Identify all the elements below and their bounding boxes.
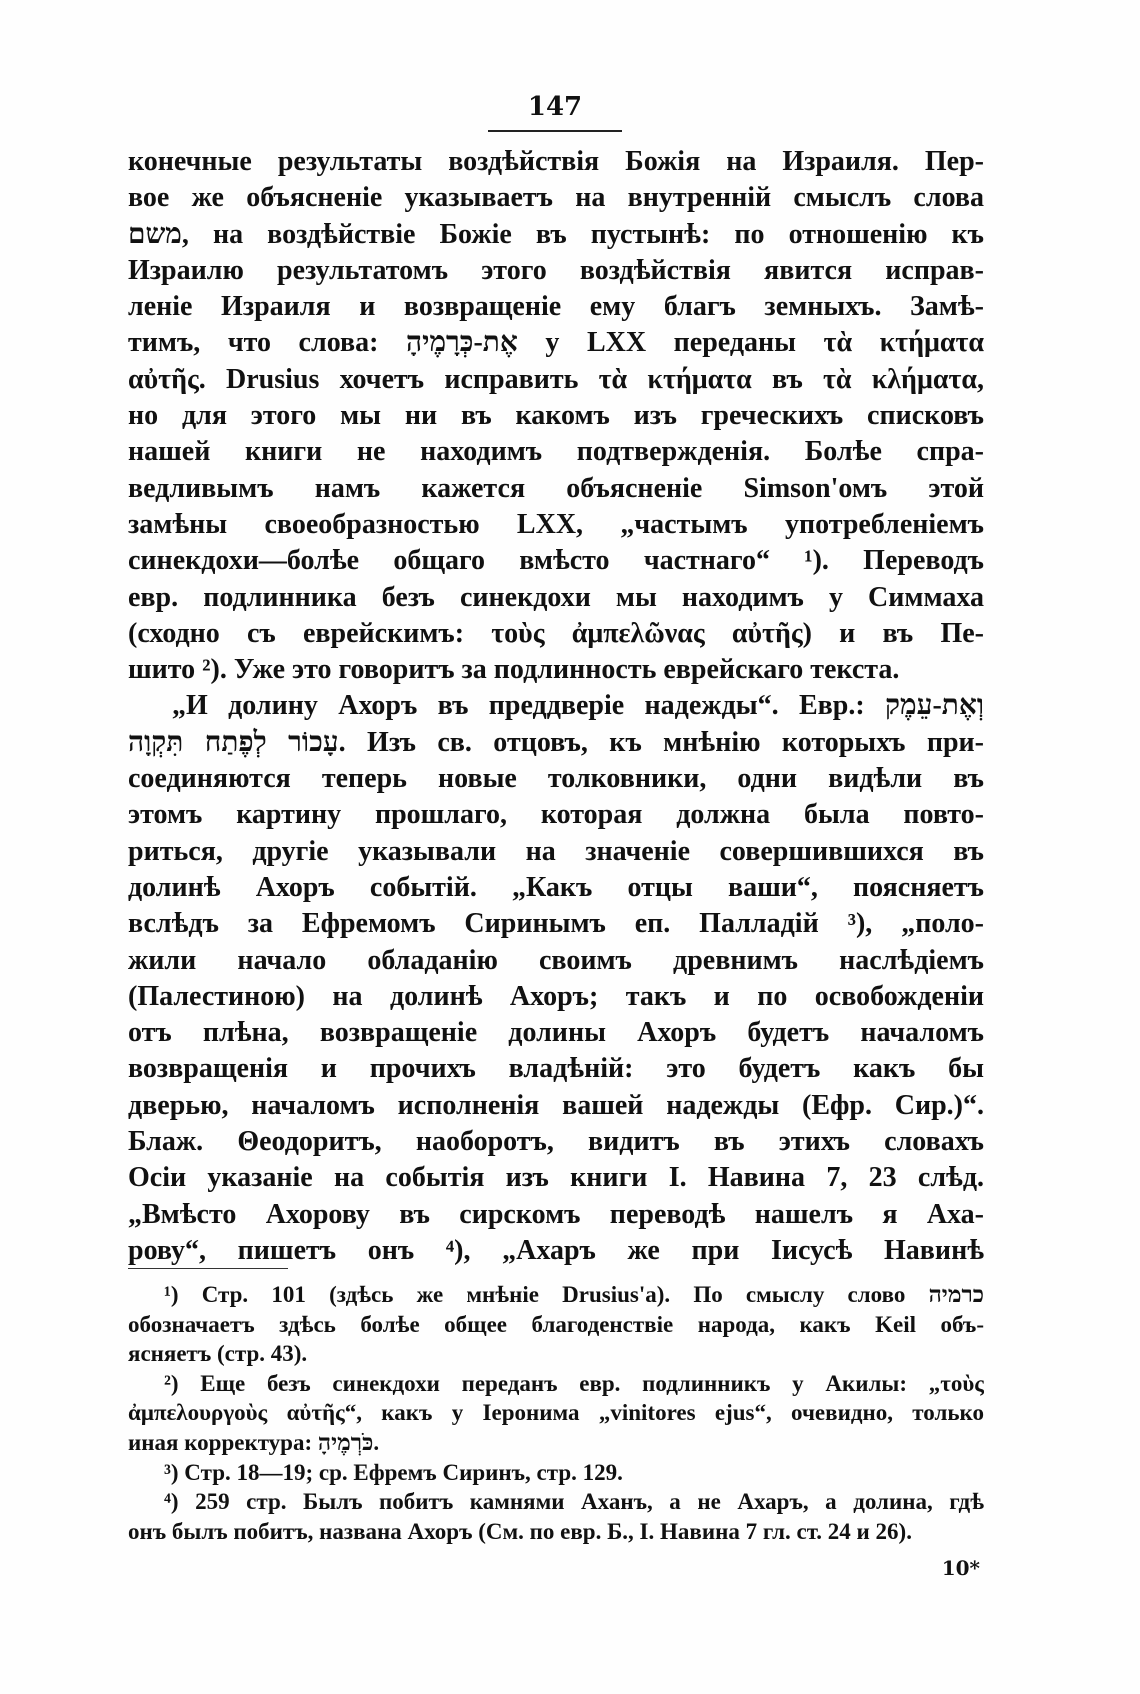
body-line: (Палестиною) на долинѣ Ахоръ; такъ и по освобожденіи	[128, 980, 984, 1012]
body-line: Блаж. Θеодоритъ, наоборотъ, видитъ въ этихъ словахъ	[128, 1126, 984, 1158]
footnote-line: ἀμπελουργοὺς αὐτῆς“, какъ у Іеронима „vinitores ejus“, очевидно, только	[128, 1400, 984, 1426]
body-line: Осіи указаніе на событія изъ книги I. Навина 7, 23 слѣд.	[128, 1162, 984, 1194]
footnote-line: ¹) Стр. 101 (здѣсь же мнѣніе Drusius'а). По смыслу слово כרמיה	[164, 1282, 984, 1307]
body-line: Израилю результатомъ этого воздѣйствія явится исправ-	[128, 254, 984, 286]
body-line: жили начало обладанію своимъ древнимъ наслѣдіемъ	[128, 944, 984, 976]
body-line: евр. подлинника безъ синекдохи мы находимъ у Симмаха	[128, 581, 984, 613]
body-line: возвращенія и прочихъ владѣній: это будетъ какъ бы	[128, 1053, 984, 1085]
body-line: риться, другіе указывали на значеніе совершившихся въ	[128, 835, 984, 867]
body-line: тимъ, что слова: אֶת-כְּרָמֶיהָ у LXX переданы τὰ κτήματα	[128, 327, 984, 359]
body-line: „Вмѣсто Ахорову въ сирскомъ переводѣ нашелъ я Аха-	[128, 1198, 984, 1230]
footnote-line: ²) Еще безъ синекдохи переданъ евр. подлинникъ у Акилы: „τοὺς	[164, 1370, 984, 1396]
body-line: этомъ картину прошлаго, которая должна была повто-	[128, 799, 984, 831]
footnote-line: иная корректура: כֹּרְמֶיהָ.	[128, 1429, 380, 1455]
footnote-line: ³) Стр. 18—19; ср. Ефремъ Сиринъ, стр. 129.	[164, 1459, 623, 1485]
signature-mark: 10*	[941, 1556, 980, 1580]
body-line: но для этого мы ни въ какомъ изъ греческихъ списковъ	[128, 400, 984, 432]
body-line: нашей книги не находимъ подтвержденія. Болѣе спра-	[128, 436, 984, 468]
footnote-rule	[128, 1268, 288, 1269]
page-number: 147	[527, 92, 583, 122]
body-line: рову“, пишетъ онъ ⁴), „Ахаръ же при Іисусѣ Навинѣ	[128, 1234, 984, 1266]
footnote-line: ясняетъ (стр. 43).	[128, 1341, 308, 1367]
footnotes	[128, 1280, 984, 1546]
footnote-line: обозначаетъ здѣсь болѣе общее благоденствіе народа, какъ Keil объ-	[128, 1311, 984, 1337]
body-line: замѣны своеобразностью LXX, „частымъ употребленіемъ	[128, 508, 984, 540]
body-line: дверью, началомъ исполненія вашей надежды (Ефр. Сир.)“.	[128, 1089, 984, 1121]
body-line: соединяются теперь новые толковники, одни видѣли въ	[128, 763, 984, 795]
body-line: отъ плѣна, возвращеніе долины Ахоръ будетъ началомъ	[128, 1017, 984, 1049]
body-line: αὐτῆς. Drusius хочетъ исправить τὰ κτήματα въ τὰ κλήματα,	[128, 363, 984, 395]
header-rule	[488, 130, 622, 132]
body-line: синекдохи—болѣе общаго вмѣсто частнаго“ ¹). Переводъ	[128, 545, 984, 577]
body-line: ведливымъ намъ кажется объясненіе Simson'омъ этой	[128, 472, 984, 504]
body-line: „И долину Ахоръ въ преддверіе надежды“. Евр.: וְאֶת-עֵמֶק	[172, 690, 984, 722]
body-line: משם, на воздѣйствіе Божіе въ пустынѣ: по отношенію къ	[128, 218, 984, 250]
body-line: вслѣдъ за Ефремомъ Сиринымъ еп. Палладій ³), „поло-	[128, 908, 984, 940]
footnote-line: ⁴) 259 стр. Былъ побитъ камнями Аханъ, а не Ахаръ, а долина, гдѣ	[164, 1489, 984, 1515]
body-line: (сходно съ еврейскимъ: τοὺς ἀμπελῶνας αὐτῆς) и въ Пе-	[128, 617, 984, 649]
body-line: עָכוֹר לְפֶתַח תִּקְוָה. Изъ св. отцовъ, къ мнѣнію которыхъ при-	[128, 726, 984, 758]
body-text	[128, 144, 984, 1269]
body-line: вое же объясненіе указываетъ на внутренній смыслъ слова	[128, 182, 984, 214]
body-line: конечные результаты воздѣйствія Божія на Израиля. Пер-	[128, 146, 984, 177]
footnote-line: онъ былъ побитъ, названа Ахоръ (См. по евр. Б., І. Навина 7 гл. ст. 24 и 26).	[128, 1518, 912, 1544]
body-line: леніе Израиля и возвращеніе ему благъ земныхъ. Замѣ-	[128, 291, 984, 323]
body-line: долинѣ Ахоръ событій. „Какъ отцы ваши“, поясняетъ	[128, 871, 984, 903]
body-line: шито ²). Уже это говоритъ за подлинность еврейскаго текста.	[128, 654, 900, 686]
